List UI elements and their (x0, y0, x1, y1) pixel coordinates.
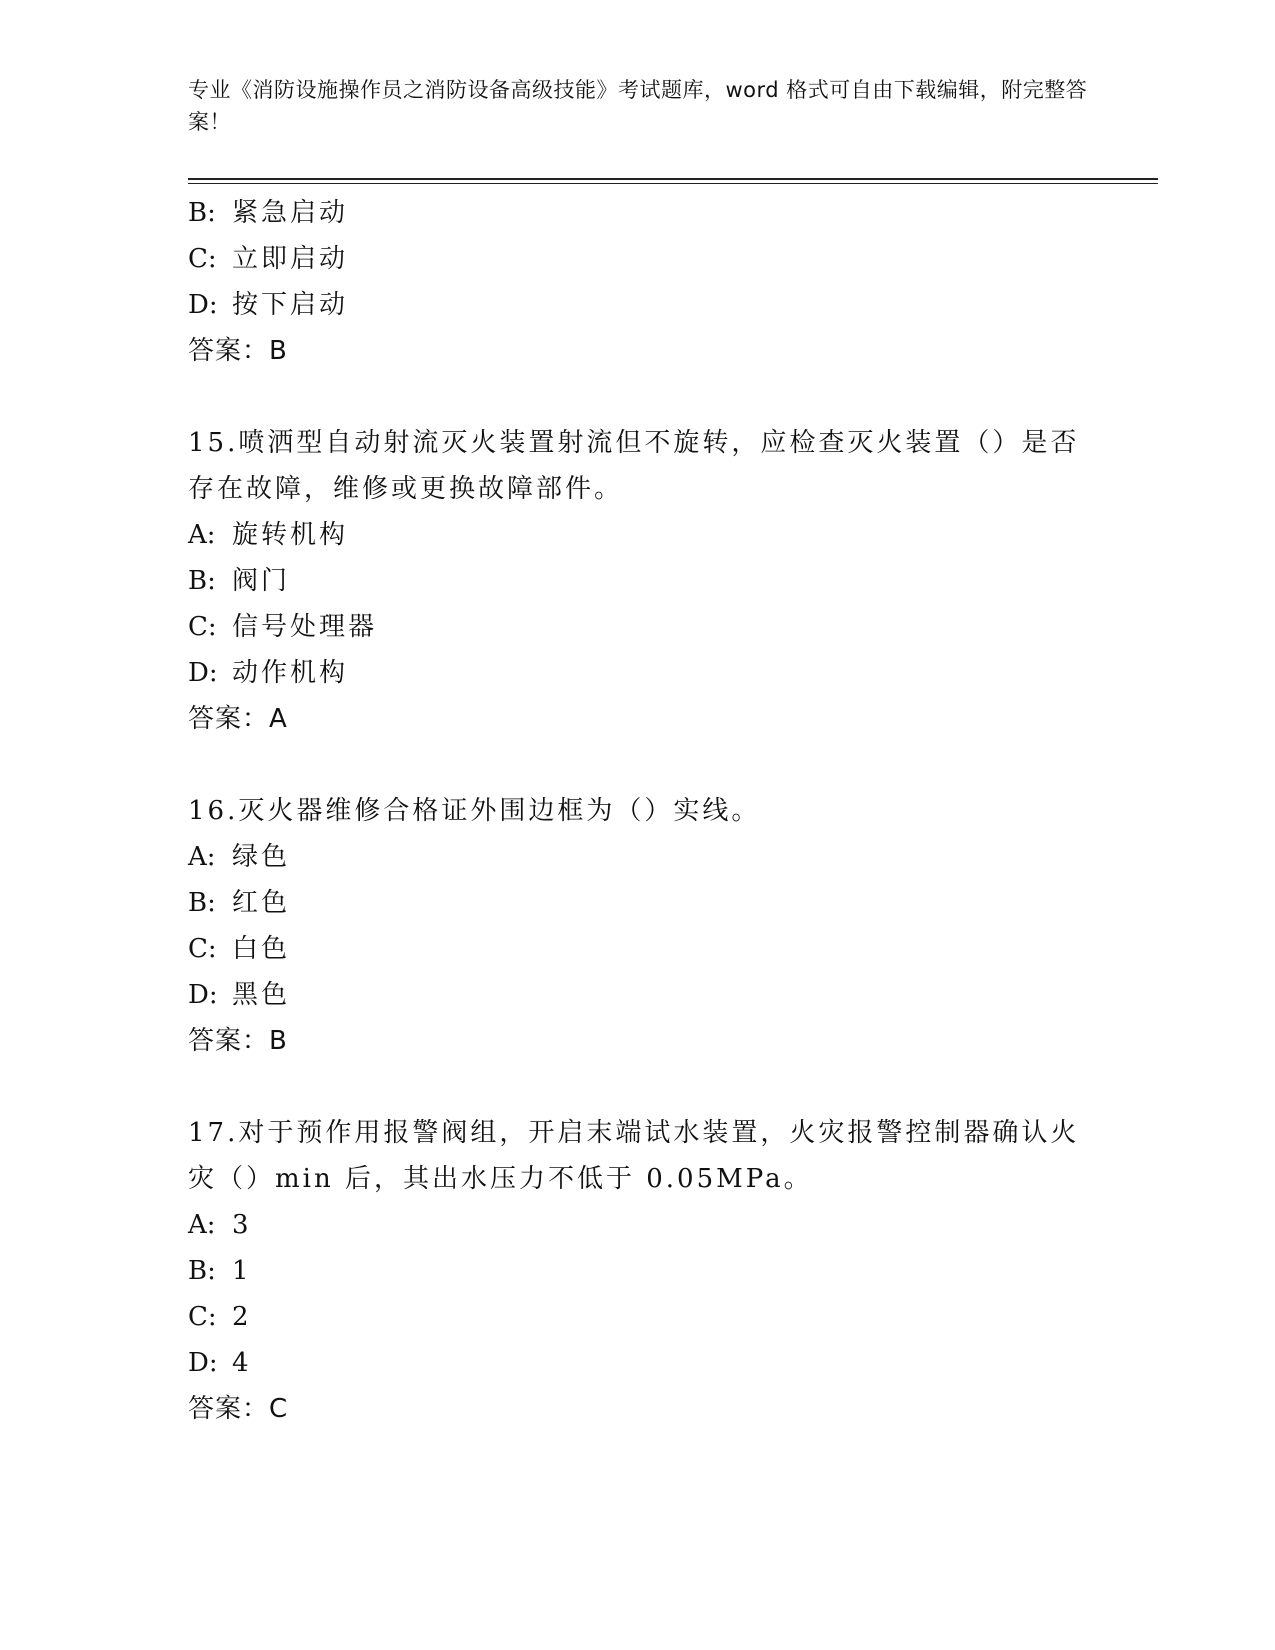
option-text: 旋转机构 (232, 520, 349, 550)
option-a (188, 1202, 1088, 1248)
question-stem: 15.喷洒型自动射流灭火装置射流但不旋转，应检查灭火装置（）是否存在故障，维修或更换故障部件。 (188, 428, 1080, 504)
answer-line: 答案：C (188, 1394, 289, 1424)
option-prefix: A: (188, 842, 216, 872)
option-text: 按下启动 (232, 290, 349, 320)
question-list (188, 190, 1088, 1432)
option-prefix: D: (188, 980, 218, 1010)
option-text: 黑色 (232, 980, 291, 1010)
option-b (188, 880, 1088, 926)
question-stem: 17.对于预作用报警阀组，开启末端试水装置，火灾报警控制器确认火灾（）min 后，其出水压力不低于 0.05MPa。 (188, 1118, 1080, 1194)
option-d (188, 282, 1088, 328)
option-text: 动作机构 (232, 658, 349, 688)
prev-question-tail (188, 190, 1088, 374)
question-stem: 16.灭火器维修合格证外围边框为（）实线。 (188, 796, 761, 826)
option-text: 2 (232, 1302, 252, 1332)
option-prefix: C: (188, 244, 217, 274)
option-prefix: C: (188, 934, 217, 964)
option-d (188, 650, 1088, 696)
option-text: 红色 (232, 888, 291, 918)
option-text: 绿色 (232, 842, 291, 872)
answer-line: 答案：B (188, 336, 288, 366)
option-prefix: B: (188, 198, 216, 228)
option-text: 3 (232, 1210, 252, 1240)
option-c (188, 1294, 1088, 1340)
option-prefix: C: (188, 612, 217, 642)
option-text: 信号处理器 (232, 612, 378, 642)
question-17 (188, 1110, 1088, 1432)
option-b (188, 1248, 1088, 1294)
answer-line: 答案：B (188, 1026, 288, 1056)
option-a (188, 834, 1088, 880)
option-d (188, 972, 1088, 1018)
answer-line: 答案：A (188, 704, 288, 734)
option-text: 4 (232, 1348, 252, 1378)
option-prefix: B: (188, 566, 216, 596)
option-prefix: B: (188, 1256, 216, 1286)
header-rule-thin (188, 183, 1158, 184)
option-prefix: D: (188, 658, 218, 688)
option-c (188, 926, 1088, 972)
option-c (188, 236, 1088, 282)
option-text: 紧急启动 (232, 198, 349, 228)
option-a (188, 512, 1088, 558)
option-text: 立即启动 (232, 244, 349, 274)
option-prefix: C: (188, 1302, 217, 1332)
option-prefix: A: (188, 1210, 216, 1240)
option-prefix: B: (188, 888, 216, 918)
option-b (188, 558, 1088, 604)
option-prefix: D: (188, 290, 218, 320)
header-rule-thick (188, 178, 1158, 180)
option-text: 白色 (232, 934, 291, 964)
option-b (188, 190, 1088, 236)
option-text: 1 (232, 1256, 252, 1286)
document-header: 专业《消防设施操作员之消防设备高级技能》考试题库，word 格式可自由下载编辑，附完整答案！ (188, 78, 1088, 134)
option-prefix: A: (188, 520, 216, 550)
option-prefix: D: (188, 1348, 218, 1378)
option-d (188, 1340, 1088, 1386)
option-text: 阀门 (232, 566, 291, 596)
question-16 (188, 788, 1088, 1064)
option-c (188, 604, 1088, 650)
question-15 (188, 420, 1088, 742)
